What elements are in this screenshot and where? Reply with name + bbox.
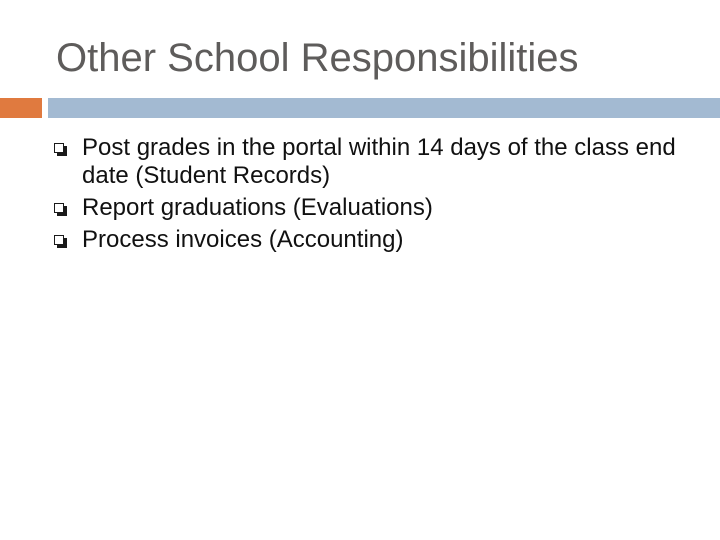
- bullet-text: Process invoices (Accounting): [82, 226, 404, 253]
- list-item: [54, 134, 694, 190]
- slide-title: Other School Responsibilities: [56, 36, 579, 80]
- list-item: [54, 194, 694, 222]
- square-bullet-icon: [54, 203, 64, 213]
- square-bullet-icon: [54, 143, 64, 153]
- square-bullet-icon: [54, 235, 64, 245]
- title-divider-bar: [48, 98, 720, 118]
- bullet-text: Report graduations (Evaluations): [82, 194, 433, 221]
- list-item: [54, 226, 694, 254]
- bullet-list: [54, 134, 694, 258]
- bullet-text: Post grades in the portal within 14 days of the class end date (Student Records): [82, 134, 676, 189]
- title-divider-accent: [0, 98, 42, 118]
